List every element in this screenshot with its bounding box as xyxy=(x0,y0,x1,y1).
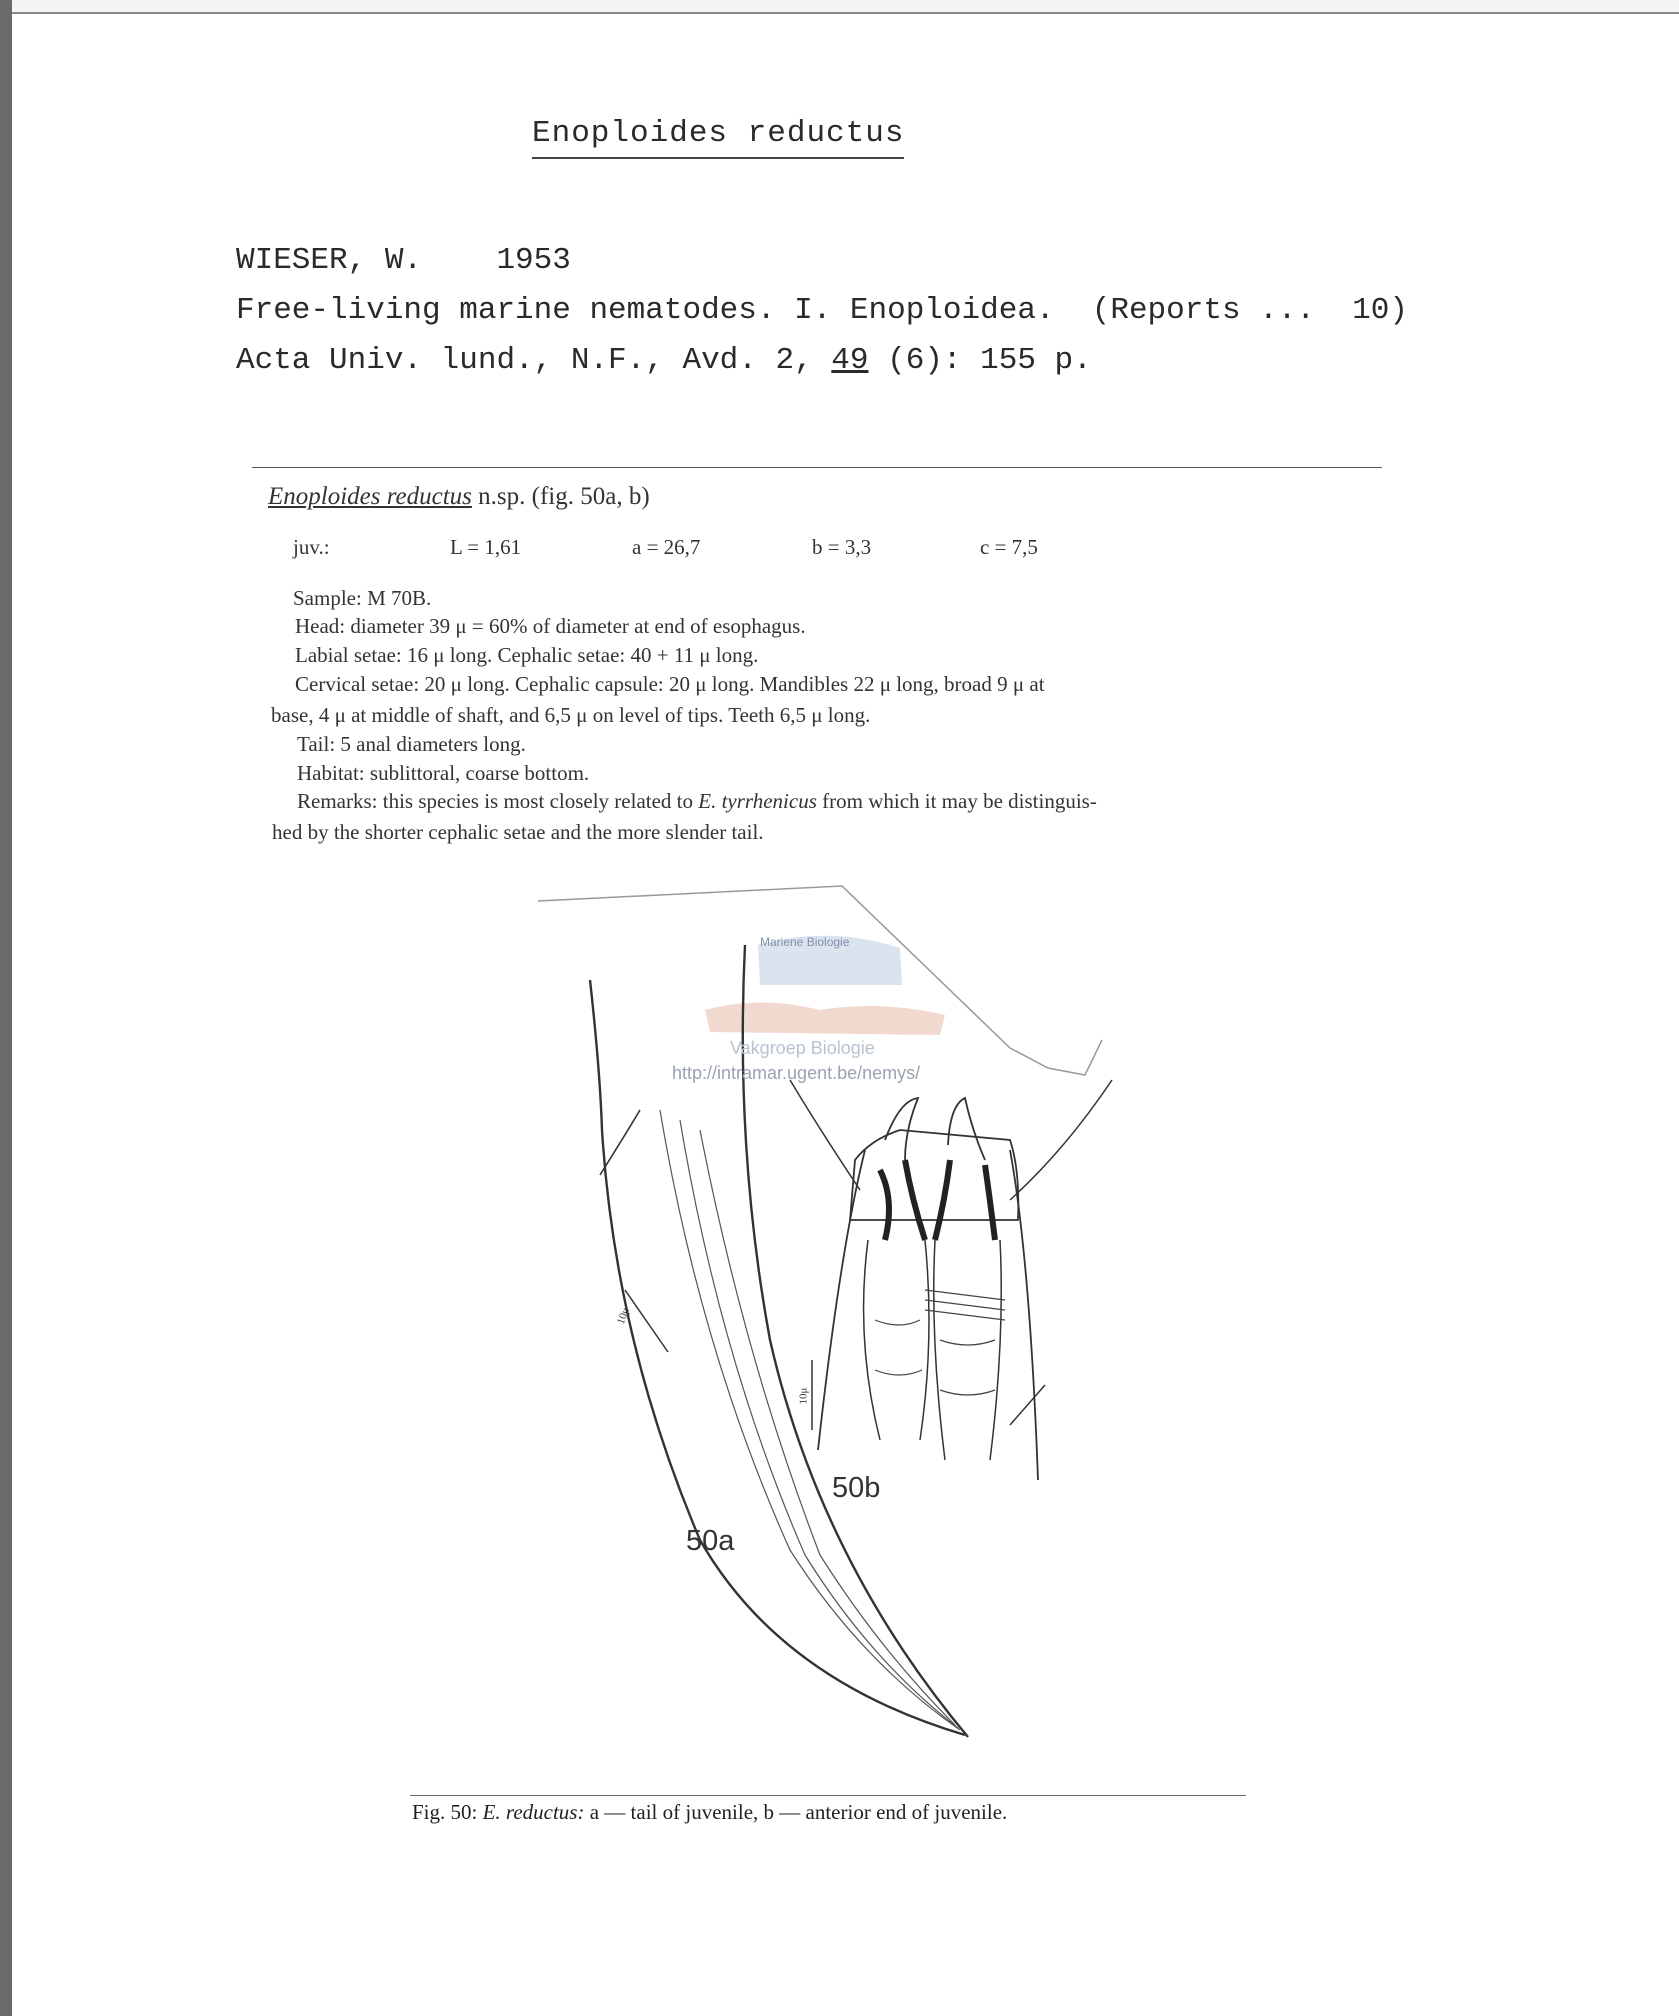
text-head: Head: diameter 39 μ = 60% of diameter at end of esophagus. xyxy=(295,614,806,638)
watermark-url: http://intramar.ugent.be/nemys/ xyxy=(672,1063,921,1083)
esophagus-rings xyxy=(875,1290,1005,1395)
head-right-seta xyxy=(1010,1080,1112,1200)
reference-author-year: WIESER, W. 1953 xyxy=(236,243,571,278)
head-right-wall xyxy=(1010,1150,1038,1480)
head-left-seta xyxy=(790,1080,860,1190)
tail-seta xyxy=(600,1110,640,1175)
measurement-b: b = 3,3 xyxy=(812,535,872,559)
esophagus-right xyxy=(934,1240,1002,1460)
measurement-L: L = 1,61 xyxy=(450,535,522,559)
reference-title: Free-living marine nematodes. I. Enoploidea. (Reports ... 10) xyxy=(236,293,1408,328)
mandible-right xyxy=(935,1160,995,1240)
figure-label-50b: 50b xyxy=(832,1472,881,1504)
reference-journal-prefix: Acta Univ. lund., N.F., Avd. 2, xyxy=(236,343,832,378)
tooth-left xyxy=(885,1098,918,1160)
measurement-c: c = 7,5 xyxy=(980,535,1038,559)
scale-bar-a xyxy=(625,1290,668,1352)
species-heading-name: Enoploides reductus xyxy=(268,483,472,510)
card-title: Enoploides reductus xyxy=(532,116,904,159)
scale-label-b: 10μ xyxy=(797,1387,810,1405)
watermark-text: Vakgroep Biologie xyxy=(730,1038,875,1058)
reference-pages: (6): 155 p. xyxy=(868,343,1092,378)
reference-volume: 49 xyxy=(831,343,869,378)
mandible-left xyxy=(880,1160,925,1240)
figure-caption-prefix: Fig. 50: xyxy=(412,1800,483,1824)
cervical-seta xyxy=(1010,1385,1045,1425)
figure-caption-rest: a — tail of juvenile, b — anterior end of juvenile. xyxy=(584,1800,1008,1824)
scale-label-a: 10μ xyxy=(614,1306,632,1326)
tooth-right xyxy=(948,1098,985,1160)
text-habitat: Habitat: sublittoral, coarse bottom. xyxy=(297,761,590,785)
watermark-logo-text: Mariene Biologie xyxy=(760,935,850,949)
figure-caption xyxy=(412,1800,1007,1825)
text-mandibles: base, 4 μ at middle of shaft, and 6,5 μ on level of tips. Teeth 6,5 μ long. xyxy=(271,703,871,727)
figure-label-50a: 50a xyxy=(686,1525,735,1557)
text-sample: Sample: M 70B. xyxy=(293,586,432,610)
esophagus-left xyxy=(864,1240,929,1440)
head-left-wall xyxy=(818,1150,865,1450)
text-remarks-b: from which it may be distinguis- xyxy=(816,789,1097,813)
text-remarks-species: E. tyrrhenicus xyxy=(698,789,817,813)
measurement-a: a = 26,7 xyxy=(632,535,701,559)
tail-outer-curve xyxy=(590,980,965,1735)
text-remarks-line2: hed by the shorter cephalic setae and the more slender tail. xyxy=(272,820,764,844)
text-labial-setae: Labial setae: 16 μ long. Cephalic setae: 40 + 11 μ long. xyxy=(295,643,759,667)
watermark-logo-base xyxy=(705,1003,945,1036)
figure-caption-species: E. reductus: xyxy=(482,1800,585,1824)
text-cervical-setae: Cervical setae: 20 μ long. Cephalic capsule: 20 μ long. Mandibles 22 μ long, broad 9 μ at xyxy=(295,672,1045,696)
text-remarks-a: Remarks: this species is most closely related to xyxy=(297,789,699,813)
species-heading-rest: n.sp. (fig. 50a, b) xyxy=(471,483,650,510)
text-tail: Tail: 5 anal diameters long. xyxy=(297,732,526,756)
measurement-label: juv.: xyxy=(293,535,330,559)
caption-rule xyxy=(410,1795,1246,1796)
